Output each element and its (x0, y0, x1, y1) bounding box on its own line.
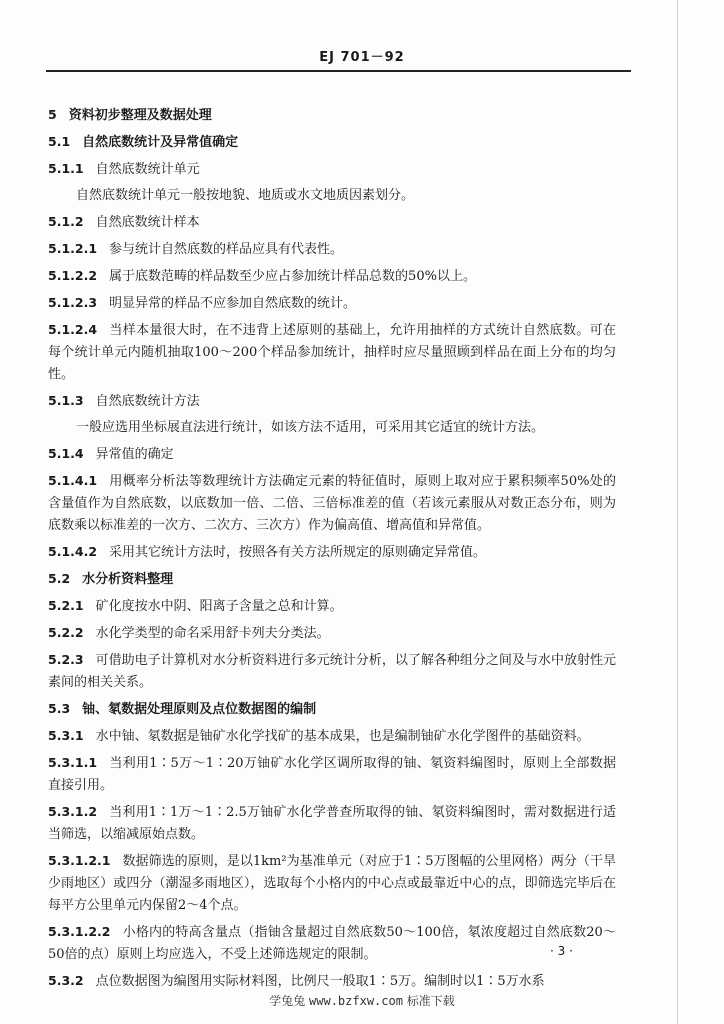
paragraph (48, 801, 616, 846)
page-edge (677, 0, 678, 1024)
subsection-heading (48, 211, 616, 234)
section-heading (48, 568, 616, 591)
section-number: 5.1.4 (48, 446, 84, 461)
paragraph (48, 970, 616, 993)
section-text: 采用其它统计方法时，按照各有关方法所规定的原则确定异常值。 (109, 545, 487, 560)
section-number: 5.2.1 (48, 598, 84, 613)
page-number: · 3 · (550, 944, 573, 958)
subsection-heading (48, 443, 616, 466)
paragraph (48, 470, 616, 537)
paragraph (48, 725, 616, 748)
section-number: 5.3.1 (48, 728, 84, 743)
section-text: 水中铀、氡数据是铀矿水化学找矿的基本成果，也是编制铀矿水化学图件的基础资料。 (95, 729, 590, 744)
paragraph (48, 850, 616, 917)
section-text: 数据筛选的原则，是以1km²为基准单元（对应于1∶5万图幅的公里网格）两分（干旱少雨地区）或四分（潮湿多雨地区），选取每个小格内的中心点或最靠近中心的点，即筛选完毕后在每平方公里单元内保留2～4个点。 (48, 854, 616, 913)
section-number: 5.3.1.2 (48, 804, 98, 819)
paragraph (48, 752, 616, 797)
section-number: 5.1.1 (48, 161, 84, 176)
section-text: 小格内的特高含量点（指铀含量超过自然底数50～100倍，氡浓度超过自然底数20～50倍的点）原则上均应选入，不受上述筛选规定的限制。 (48, 925, 616, 962)
section-text: 用概率分析法等数理统计方法确定元素的特征值时，原则上取对应于累积频率50%处的含量值作为自然底数，以底数加一倍、二倍、三倍标准差的值（若该元素服从对数正态分布，则为底数乘以标准差的一次方、二次方、三次方）作为偏高值、增高值和异常值。 (48, 474, 616, 533)
section-text: 水化学类型的命名采用舒卡列夫分类法。 (95, 626, 330, 641)
footer-label: 学兔兔 (269, 994, 306, 1008)
section-number: 5.2.3 (48, 652, 84, 667)
section-text: 铀、氡数据处理原则及点位数据图的编制 (82, 702, 317, 717)
footer (0, 992, 724, 1009)
section-text: 资料初步整理及数据处理 (68, 108, 212, 123)
section-text: 当样本量很大时，在不违背上述原则的基础上，允许用抽样的方式统计自然底数。可在每个统计单元内随机抽取100～200个样品参加统计，抽样时应尽量照顾到样品在面上分布的均匀性。 (48, 323, 616, 382)
paragraph (48, 238, 616, 261)
section-heading (48, 131, 616, 154)
subsection-heading (48, 390, 616, 413)
paragraph (48, 185, 616, 207)
section-number: 5 (48, 107, 57, 122)
section-text: 自然底数统计方法 (95, 394, 200, 409)
section-text: 水分析资料整理 (82, 572, 174, 587)
section-number: 5.1.3 (48, 393, 84, 408)
section-text: 矿化度按水中阴、阳离子含量之总和计算。 (95, 599, 343, 614)
footer-site-link[interactable]: www.bzfxw.com (309, 994, 403, 1008)
document-body (48, 100, 616, 993)
paragraph (48, 595, 616, 618)
section-text: 属于底数范畴的样品数至少应占参加统计样品总数的50%以上。 (109, 269, 476, 284)
section-number: 5.1.4.1 (48, 473, 98, 488)
section-text: 自然底数统计单元 (95, 162, 200, 177)
section-number: 5.1.2.2 (48, 268, 98, 283)
section-text: 当利用1∶1万～1∶2.5万铀矿水化学普查所取得的铀、氡资料编图时，需对数据进行适当筛选，以缩减原始点数。 (48, 805, 616, 842)
section-heading (48, 104, 616, 127)
section-text: 可借助电子计算机对水分析资料进行多元统计分析，以了解各种组分之间及与水中放射性元素间的相关关系。 (48, 653, 616, 690)
section-text: 自然底数统计样本 (95, 215, 200, 230)
subsection-heading (48, 158, 616, 181)
section-number: 5.2.2 (48, 625, 84, 640)
section-number: 5.3.1.1 (48, 755, 98, 770)
section-text: 一般应选用坐标展直法进行统计，如该方法不适用，可采用其它适宜的统计方法。 (76, 420, 545, 435)
paragraph (48, 319, 616, 386)
section-number: 5.1.4.2 (48, 544, 98, 559)
section-text: 参与统计自然底数的样品应具有代表性。 (109, 242, 344, 257)
paragraph (48, 622, 616, 645)
section-text: 自然底数统计单元一般按地貌、地质或水文地质因素划分。 (76, 188, 415, 203)
document-code: EJ 701－92 (319, 50, 405, 65)
section-text: 异常值的确定 (95, 447, 174, 462)
section-text: 明显异常的样品不应参加自然底数的统计。 (109, 296, 357, 311)
section-number: 5.1.2.1 (48, 241, 98, 256)
section-number: 5.3 (48, 701, 71, 716)
section-text: 点位数据图为编图用实际材料图，比例尺一般取1∶5万。编制时以1∶5万水系 (95, 974, 545, 989)
header-rule (46, 70, 631, 72)
section-heading (48, 698, 616, 721)
paragraph (48, 292, 616, 315)
section-number: 5.1.2.4 (48, 322, 98, 337)
paragraph (48, 265, 616, 288)
section-number: 5.1.2 (48, 214, 84, 229)
section-text: 当利用1∶5万～1∶20万铀矿水化学区调所取得的铀、氡资料编图时，原则上全部数据直接引用。 (48, 756, 616, 793)
section-number: 5.1.2.3 (48, 295, 98, 310)
paragraph (48, 417, 616, 439)
section-number: 5.3.1.2.1 (48, 853, 111, 868)
footer-label-download: 标准下载 (406, 994, 455, 1008)
section-number: 5.1 (48, 134, 71, 149)
paragraph (48, 649, 616, 694)
paragraph (48, 541, 616, 564)
section-number: 5.2 (48, 571, 71, 586)
paragraph (48, 921, 616, 966)
section-text: 自然底数统计及异常值确定 (82, 135, 239, 150)
section-number: 5.3.1.2.2 (48, 924, 111, 939)
section-number: 5.3.2 (48, 973, 84, 988)
